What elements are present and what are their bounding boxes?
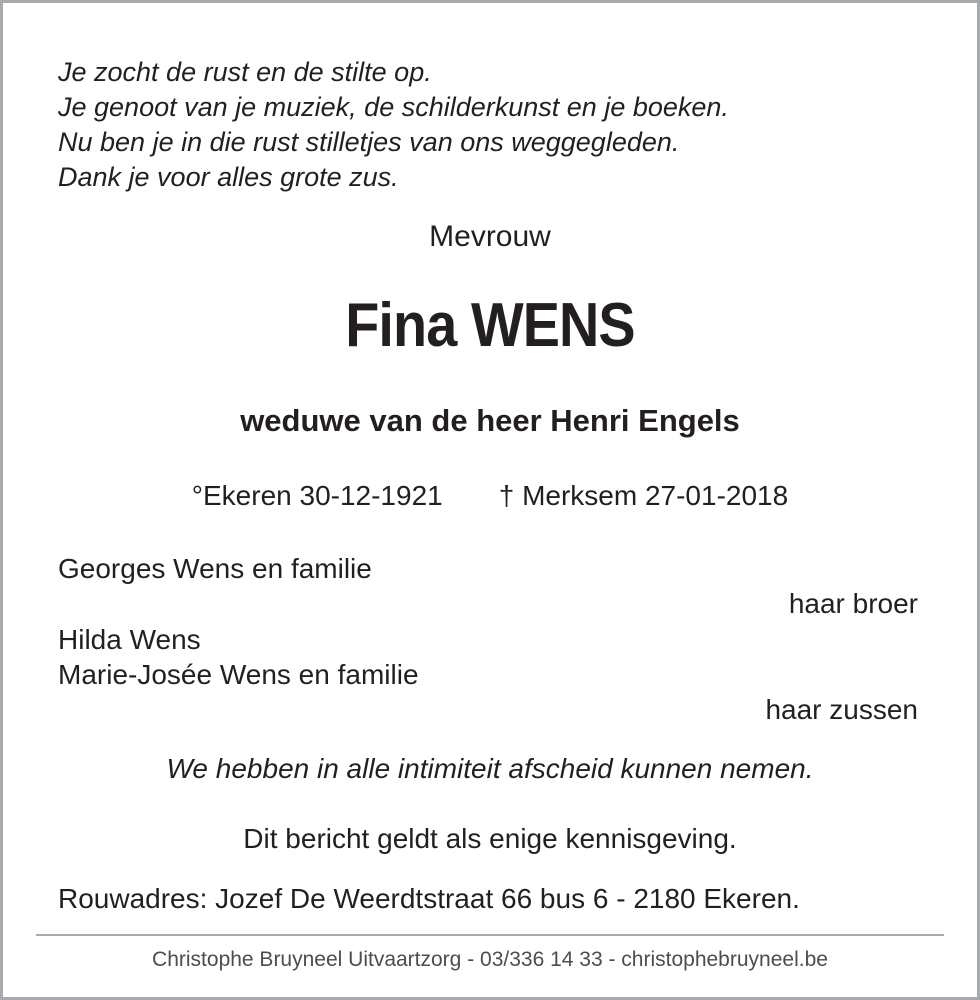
poem-line: Je genoot van je muziek, de schilderkunst en je boeken. [58, 92, 729, 122]
deceased-name: Fina WENS [345, 291, 635, 360]
mourning-address: Rouwadres: Jozef De Weerdtstraat 66 bus 6 - 2180 Ekeren. [58, 883, 800, 914]
mourner-sister: Hilda Wens [58, 624, 201, 655]
poem-line: Dank je voor alles grote zus. [58, 162, 399, 192]
birth-date: °Ekeren 30-12-1921 [191, 480, 443, 511]
relation-brother: haar broer [788, 588, 918, 619]
farewell-text: We hebben in alle intimiteit afscheid kunnen nemen. [166, 753, 814, 784]
relation-sisters: haar zussen [765, 694, 918, 725]
poem-line: Je zocht de rust en de stilte op. [58, 57, 432, 87]
mourner-sister: Marie-Josée Wens en familie [58, 659, 419, 690]
poem [58, 55, 729, 195]
honorific: Mevrouw [429, 220, 551, 253]
poem-line: Nu ben je in die rust stilletjes van ons weggegleden. [58, 127, 680, 157]
mourner-brother: Georges Wens en familie [58, 553, 372, 584]
funeral-home-footer: Christophe Bruyneel Uitvaartzorg - 03/336 14 33 - christophebruyneel.be [152, 948, 828, 971]
dates-line [0, 480, 980, 512]
widow-line: weduwe van de heer Henri Engels [240, 403, 740, 438]
death-date: † Merksem 27-01-2018 [498, 480, 789, 511]
footer-divider [36, 934, 944, 936]
notice-text: Dit bericht geldt als enige kennisgeving. [243, 823, 737, 854]
